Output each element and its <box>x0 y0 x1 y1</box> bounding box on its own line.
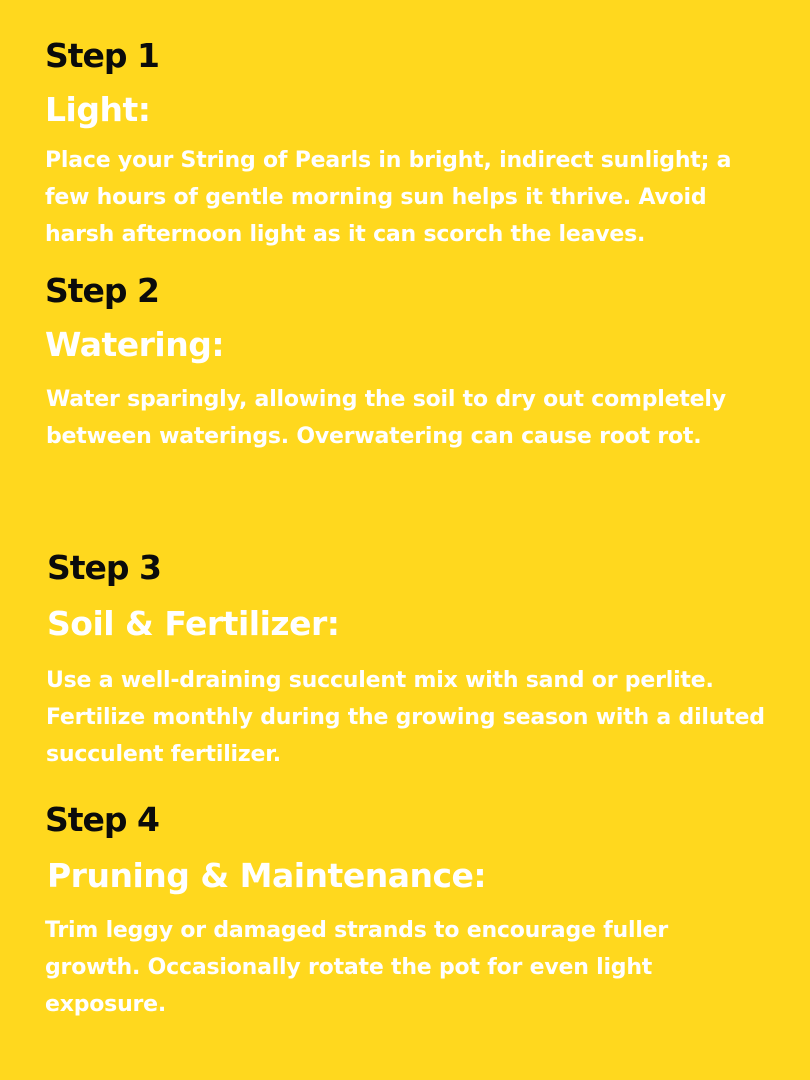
step-3-label: Step 3 <box>47 548 161 587</box>
step-2-label: Step 2 <box>45 271 159 310</box>
step-1-label: Step 1 <box>45 36 159 75</box>
step-4-body: Trim leggy or damaged strands to encourage fuller growth. Occasionally rotate the pot for even light exposure. <box>45 918 669 1017</box>
step-2-body: Water sparingly, allowing the soil to dry out completely between waterings. Overwatering can cause root rot. <box>46 387 726 449</box>
step-3-title: Soil & Fertilizer: <box>47 604 340 643</box>
step-2-title: Watering: <box>45 325 225 364</box>
step-4-title: Pruning & Maintenance: <box>47 856 487 895</box>
step-1-body: Place your String of Pearls in bright, indirect sunlight; a few hours of gentle morning sun helps it thrive. Avoid harsh afternoon light as it can scorch the leaves. <box>45 148 732 247</box>
step-4-label: Step 4 <box>45 800 159 839</box>
step-1-title: Light: <box>45 90 151 129</box>
step-3-body: Use a well-draining succulent mix with sand or perlite. Fertilize monthly during the growing season with a diluted succulent fertilizer. <box>46 668 765 767</box>
